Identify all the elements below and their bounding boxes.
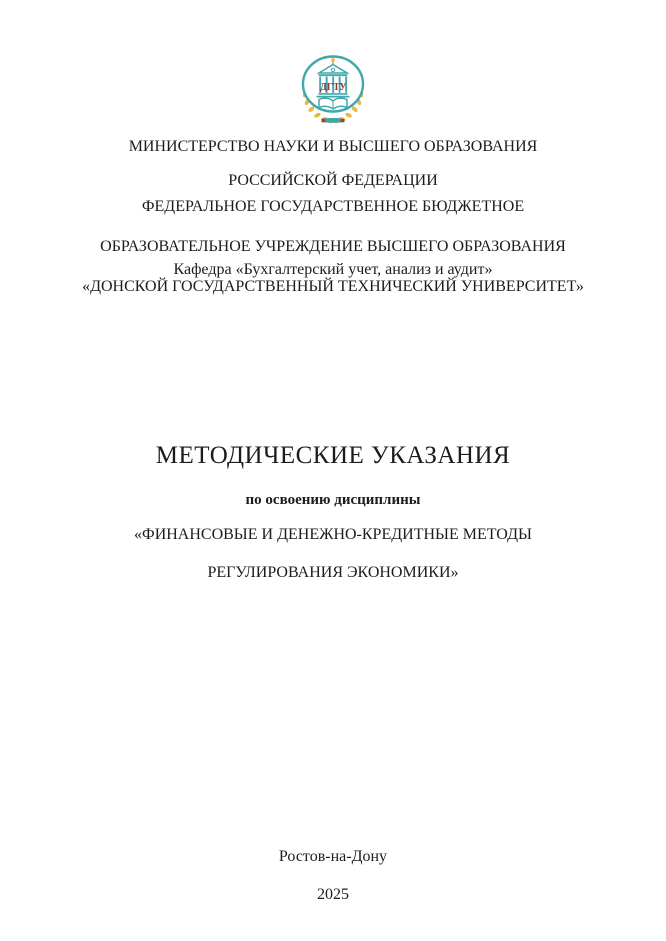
- open-book-icon: [318, 98, 349, 111]
- institution-line-3: «ДОНСКОЙ ГОСУДАРСТВЕННЫЙ ТЕХНИЧЕСКИЙ УНИВЕРСИТЕТ»: [82, 278, 584, 295]
- svg-text:Г: Г: [326, 82, 334, 93]
- imprint-city: Ростов-на-Дону: [278, 848, 388, 865]
- emblem-letters: [320, 82, 347, 93]
- svg-text:Д: Д: [319, 82, 327, 93]
- discipline-title: [0, 506, 666, 601]
- imprint-year: 2025: [317, 886, 349, 903]
- institution-line-1: ФЕДЕРАЛЬНОЕ ГОСУДАРСТВЕННОЕ БЮДЖЕТНОЕ: [141, 198, 525, 215]
- page-title: МЕТОДИЧЕСКИЕ УКАЗАНИЯ: [155, 442, 511, 469]
- svg-text:Т: Т: [333, 82, 340, 93]
- flame-icon: [331, 58, 335, 63]
- institution-line-2: ОБРАЗОВАТЕЛЬНОЕ УЧРЕЖДЕНИЕ ВЫСШЕГО ОБРАЗОВАНИЯ: [100, 238, 566, 255]
- ministry-line-1: МИНИСТЕРСТВО НАУКИ И ВЫСШЕГО ОБРАЗОВАНИЯ: [128, 138, 538, 155]
- svg-text:У: У: [339, 82, 347, 93]
- university-emblem-icon: [292, 48, 374, 126]
- discipline-line-1: «ФИНАНСОВЫЕ И ДЕНЕЖНО-КРЕДИТНЫЕ МЕТОДЫ: [134, 526, 532, 543]
- institution-heading: [0, 177, 666, 317]
- ministry-line-2: РОССИЙСКОЙ ФЕДЕРАЦИИ: [228, 172, 438, 189]
- department-line: Кафедра «Бухгалтерский учет, анализ и аудит»: [173, 261, 493, 278]
- discipline-line-2: РЕГУЛИРОВАНИЯ ЭКОНОМИКИ»: [207, 564, 459, 581]
- imprint-block: [0, 828, 666, 923]
- subtitle-label: по освоению дисциплины: [245, 492, 421, 508]
